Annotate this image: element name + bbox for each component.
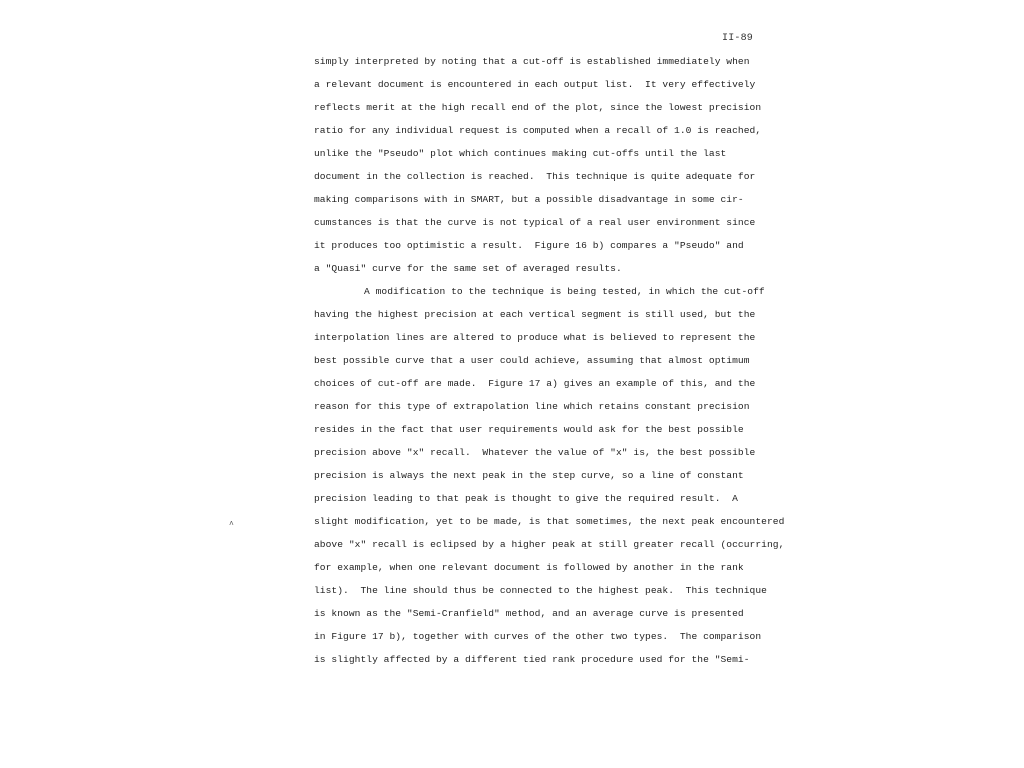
body-text xyxy=(314,50,785,671)
text-line: precision leading to that peak is thought to give the required result. A xyxy=(314,493,738,504)
text-line: it produces too optimistic a result. Figure 16 b) compares a "Pseudo" and xyxy=(314,240,744,251)
text-line: ratio for any individual request is computed when a recall of 1.0 is reached, xyxy=(314,125,762,136)
text-line: choices of cut-off are made. Figure 17 a) gives an example of this, and the xyxy=(314,378,756,389)
text-line: a relevant document is encountered in each output list. It very effectively xyxy=(314,79,756,90)
text-line: resides in the fact that user requirements would ask for the best possible xyxy=(314,424,744,435)
text-line: simply interpreted by noting that a cut-off is established immediately when xyxy=(314,56,750,67)
text-line: for example, when one relevant document is followed by another in the rank xyxy=(314,562,744,573)
text-line: above "x" recall is eclipsed by a higher peak at still greater recall (occurring, xyxy=(314,539,785,550)
scan-speck: ˄ xyxy=(229,520,234,529)
text-line: unlike the "Pseudo" plot which continues making cut-offs until the last xyxy=(314,148,727,159)
text-line: document in the collection is reached. This technique is quite adequate for xyxy=(314,171,756,182)
text-line: cumstances is that the curve is not typical of a real user environment since xyxy=(314,217,756,228)
text-line: precision above "x" recall. Whatever the value of "x" is, the best possible xyxy=(314,447,756,458)
text-line: reflects merit at the high recall end of the plot, since the lowest precision xyxy=(314,102,762,113)
text-line: best possible curve that a user could achieve, assuming that almost optimum xyxy=(314,355,750,366)
text-line: is slightly affected by a different tied rank procedure used for the "Semi- xyxy=(314,654,750,665)
text-line: precision is always the next peak in the step curve, so a line of constant xyxy=(314,470,744,481)
paragraph-start-line: A modification to the technique is being tested, in which the cut-off xyxy=(364,286,765,297)
text-line: slight modification, yet to be made, is that sometimes, the next peak encountered xyxy=(314,516,785,527)
text-line: making comparisons with in SMART, but a possible disadvantage in some cir- xyxy=(314,194,744,205)
text-line: reason for this type of extrapolation line which retains constant precision xyxy=(314,401,750,412)
page-number: II-89 xyxy=(722,33,754,44)
text-line: interpolation lines are altered to produce what is believed to represent the xyxy=(314,332,756,343)
text-line: in Figure 17 b), together with curves of the other two types. The comparison xyxy=(314,631,762,642)
text-line: a "Quasi" curve for the same set of averaged results. xyxy=(314,263,622,274)
text-line: is known as the "Semi-Cranfield" method, and an average curve is presented xyxy=(314,608,744,619)
text-line: having the highest precision at each vertical segment is still used, but the xyxy=(314,309,756,320)
text-line: list). The line should thus be connected to the highest peak. This technique xyxy=(314,585,767,596)
